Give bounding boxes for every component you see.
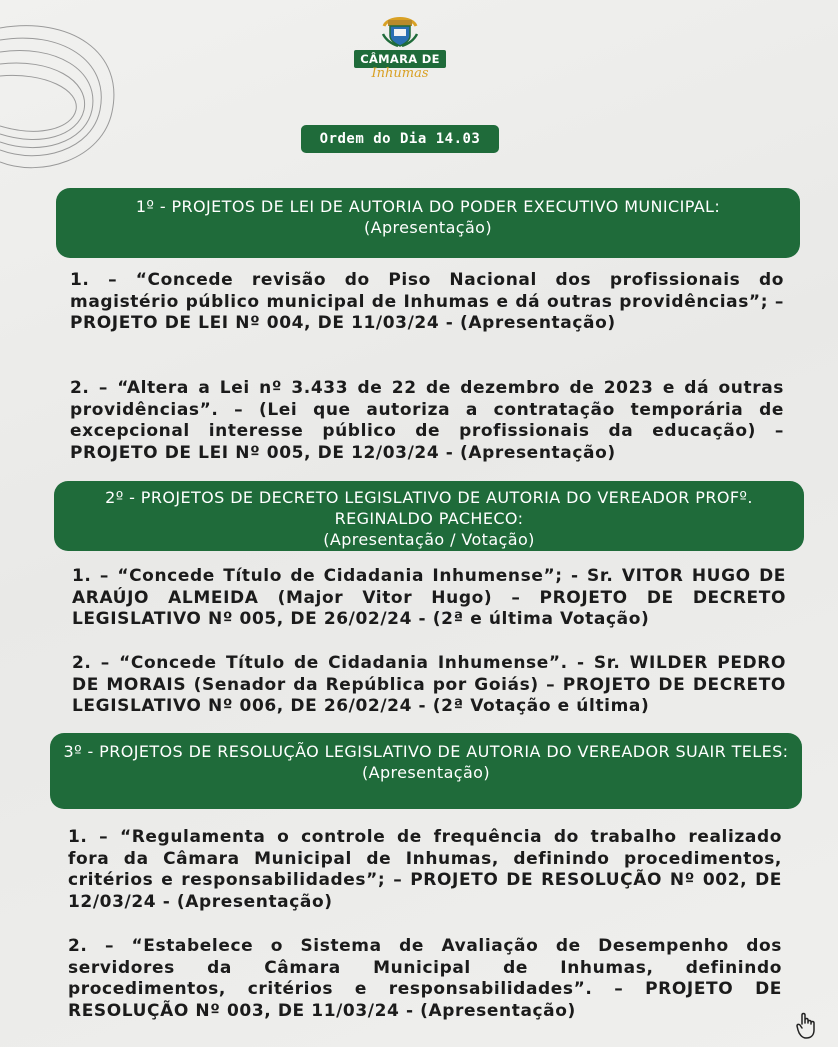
camara-logo (348, 12, 452, 94)
order-of-the-day-badge: Ordem do Dia 14.03 (301, 125, 499, 153)
section-3-subtitle: (Apresentação) (361, 763, 491, 782)
section-1-subtitle: (Apresentação) (363, 218, 493, 237)
pointing-hand-icon (796, 1010, 822, 1040)
section-1-item-1: 1. – “Concede revisão do Piso Nacional dos profissionais do magistério público municipal de Inhumas e dá outras providências”; – PROJETO DE LEI Nº 004, DE 11/03/24 - (Apresentação) (70, 270, 784, 333)
section-2-header (54, 481, 804, 551)
section-3-header (50, 733, 802, 809)
decorative-swirl-lines (0, 0, 140, 200)
section-3-title: 3º - PROJETOS DE RESOLUÇÃO LEGISLATIVO DE AUTORIA DO VEREADOR SUAIR TELES: (63, 742, 789, 761)
section-1-item-2: 2. – “Altera a Lei nº 3.433 de 22 de dezembro de 2023 e dá outras providências”. – (Lei que autoriza a contratação temporária de excepcional interesse público de profissionais da educação) – PROJETO DE LEI Nº 005, DE 12/03/24 - (Apresentação) (70, 378, 784, 463)
logo-city-name: Inhumas (371, 66, 429, 81)
section-2-title: 2º - PROJETOS DE DECRETO LEGISLATIVO DE AUTORIA DO VEREADOR PROFº. REGINALDO PACHECO: (105, 488, 753, 528)
section-2-subtitle: (Apresentação / Votação) (323, 530, 535, 549)
section-1-header (56, 188, 800, 258)
section-2-item-1: 1. – “Concede Título de Cidadania Inhumense”; - Sr. VITOR HUGO DE ARAÚJO ALMEIDA (Major Vitor Hugo) – PROJETO DE DECRETO LEGISLATIVO Nº 005, DE 26/02/24 - (2ª e última Votação) (72, 566, 786, 629)
section-2-item-2: 2. – “Concede Título de Cidadania Inhumense”. - Sr. WILDER PEDRO DE MORAIS (Senador da República por Goiás) – PROJETO DE DECRETO LEGISLATIVO Nº 006, DE 26/02/24 - (2ª Votação e última) (72, 653, 786, 716)
section-3-item-1: 1. – “Regulamenta o controle de frequência do trabalho realizado fora da Câmara Municipal de Inhumas, definindo procedimentos, critérios e responsabilidades”; – PROJETO DE RESOLUÇÃO Nº 002, DE 12/03/24 - (Apresentação) (68, 827, 782, 912)
coat-of-arms-icon (380, 12, 420, 48)
section-3-item-2: 2. – “Estabelece o Sistema de Avaliação de Desempenho dos servidores da Câmara Municipal de Inhumas, definindo procedimentos, critérios e responsabilidades”. – PROJETO DE RESOLUÇÃO Nº 003, DE 11/03/24 - (Apresentação) (68, 936, 782, 1021)
section-1-title: 1º - PROJETOS DE LEI DE AUTORIA DO PODER EXECUTIVO MUNICIPAL: (135, 197, 721, 216)
logo-title: CÂMARA DE (354, 50, 446, 68)
